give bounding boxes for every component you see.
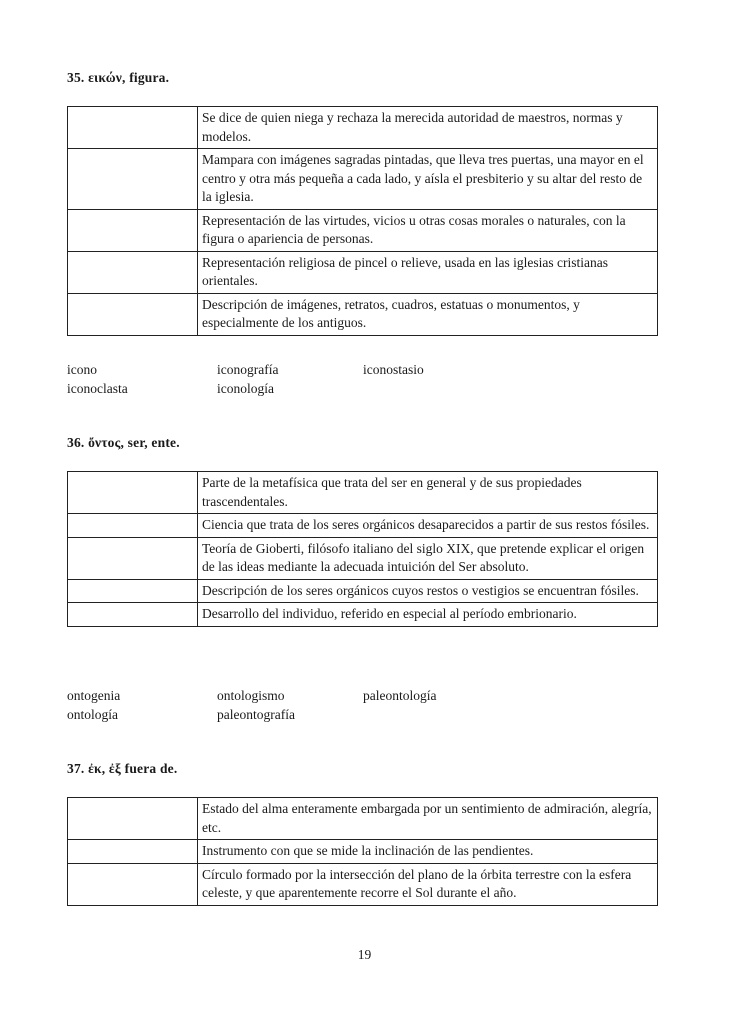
definition-cell: Ciencia que trata de los seres orgánicos desaparecidos a partir de sus restos fósiles.: [198, 514, 658, 538]
word-item: iconología: [217, 381, 274, 396]
definition-cell: Círculo formado por la intersección del plano de la órbita terrestre con la esfera celeste, y que aparentemente recorre el Sol durante el año.: [198, 863, 658, 905]
answer-cell[interactable]: [68, 251, 198, 293]
answer-cell[interactable]: [68, 840, 198, 864]
table-row: [68, 209, 658, 251]
answer-cell[interactable]: [68, 209, 198, 251]
definitions-table: [67, 471, 658, 627]
answer-cell[interactable]: [68, 603, 198, 627]
greek-root: εικών,: [88, 70, 126, 85]
word-column: [67, 686, 120, 724]
answer-cell[interactable]: [68, 149, 198, 210]
definition-cell: Descripción de los seres orgánicos cuyos restos o vestigios se encuentran fósiles.: [198, 579, 658, 603]
word-column: [363, 360, 424, 379]
word-item: iconografía: [217, 362, 279, 377]
definitions-table: [67, 797, 658, 906]
definition-cell: Parte de la metafísica que trata del ser en general y de sus propiedades trascendentales.: [198, 472, 658, 514]
definitions-table: [67, 106, 658, 336]
definition-cell: Representación religiosa de pincel o relieve, usada en las iglesias cristianas orientales.: [198, 251, 658, 293]
word-item: iconoclasta: [67, 381, 128, 396]
definition-cell: Mampara con imágenes sagradas pintadas, que lleva tres puertas, una mayor en el centro y otra más pequeña a cada lado, y aísla el presbiterio y su altar del resto de la iglesia.: [198, 149, 658, 210]
table-row: [68, 149, 658, 210]
root-meaning: fuera de.: [124, 761, 178, 776]
table-row: [68, 537, 658, 579]
word-item: ontogenia: [67, 688, 121, 703]
word-item: paleontología: [363, 688, 437, 703]
answer-cell[interactable]: [68, 798, 198, 840]
word-column: [217, 360, 278, 398]
definition-cell: Descripción de imágenes, retratos, cuadros, estatuas o monumentos, y especialmente de los antiguos.: [198, 293, 658, 335]
section-heading: [67, 70, 169, 86]
word-column: [363, 686, 436, 705]
table-row: [68, 579, 658, 603]
table-row: [68, 863, 658, 905]
answer-cell[interactable]: [68, 579, 198, 603]
definition-cell: Se dice de quien niega y rechaza la merecida autoridad de maestros, normas y modelos.: [198, 107, 658, 149]
section-number: 36.: [67, 435, 85, 450]
word-column: [217, 686, 295, 724]
answer-cell[interactable]: [68, 863, 198, 905]
word-item: iconostasio: [363, 362, 424, 377]
table-row: [68, 472, 658, 514]
table-row: [68, 840, 658, 864]
definition-cell: Estado del alma enteramente embargada por un sentimiento de admiración, alegría, etc.: [198, 798, 658, 840]
answer-cell[interactable]: [68, 107, 198, 149]
section-number: 35.: [67, 70, 85, 85]
root-meaning: figura.: [129, 70, 170, 85]
word-item: paleontografía: [217, 707, 295, 722]
answer-cell[interactable]: [68, 472, 198, 514]
answer-cell[interactable]: [68, 537, 198, 579]
table-row: [68, 603, 658, 627]
word-item: ontologismo: [217, 688, 285, 703]
section-heading: [67, 435, 180, 451]
word-item: icono: [67, 362, 97, 377]
word-column: [67, 360, 128, 398]
table-row: [68, 514, 658, 538]
greek-root: ἐκ, ἐξ: [88, 761, 122, 776]
root-meaning: ser, ente.: [127, 435, 180, 450]
table-row: [68, 107, 658, 149]
section-heading: [67, 761, 177, 777]
definition-cell: Teoría de Gioberti, filósofo italiano del siglo XIX, que pretende explicar el origen de las ideas mediante la adecuada intuición del Ser absoluto.: [198, 537, 658, 579]
table-row: [68, 798, 658, 840]
answer-cell[interactable]: [68, 514, 198, 538]
table-row: [68, 251, 658, 293]
table-row: [68, 293, 658, 335]
word-item: ontología: [67, 707, 118, 722]
definition-cell: Instrumento con que se mide la inclinación de las pendientes.: [198, 840, 658, 864]
greek-root: ὄντος,: [88, 435, 125, 450]
definition-cell: Representación de las virtudes, vicios u otras cosas morales o naturales, con la figura o apariencia de personas.: [198, 209, 658, 251]
answer-cell[interactable]: [68, 293, 198, 335]
section-number: 37.: [67, 761, 85, 776]
page-number: 19: [357, 947, 372, 962]
definition-cell: Desarrollo del individuo, referido en especial al período embrionario.: [198, 603, 658, 627]
